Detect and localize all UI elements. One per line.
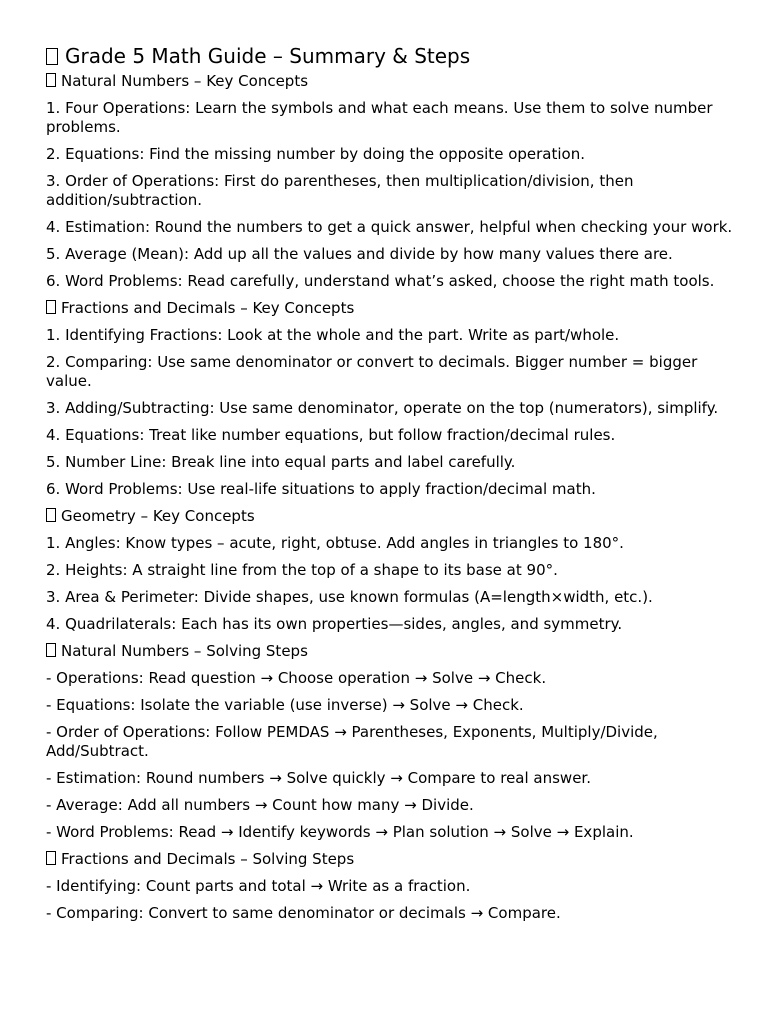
list-item: 2. Equations: Find the missing number by doing the opposite operation. xyxy=(46,145,585,163)
list-item: - Identifying: Count parts and total → Write as a fraction. xyxy=(46,877,471,895)
section-heading-text: Natural Numbers – Solving Steps xyxy=(61,642,308,660)
section-heading xyxy=(46,507,736,526)
section-heading-text: Geometry – Key Concepts xyxy=(61,507,255,525)
list-item: 4. Quadrilaterals: Each has its own properties—sides, angles, and symmetry. xyxy=(46,615,623,633)
list-item: 3. Adding/Subtracting: Use same denominator, operate on the top (numerators), simplify. xyxy=(46,399,719,417)
list-item: 5. Average (Mean): Add up all the values and divide by how many values there are. xyxy=(46,245,673,263)
list-item: - Equations: Isolate the variable (use inverse) → Solve → Check. xyxy=(46,696,524,714)
section-heading xyxy=(46,299,736,318)
section-heading xyxy=(46,72,736,91)
missing-glyph-icon xyxy=(46,48,58,65)
missing-glyph-icon xyxy=(46,643,56,657)
document-title-text: Grade 5 Math Guide – Summary & Steps xyxy=(65,44,471,68)
list-item: - Average: Add all numbers → Count how many → Divide. xyxy=(46,796,474,814)
section-heading xyxy=(46,850,736,869)
missing-glyph-icon xyxy=(46,851,56,865)
list-item: 1. Angles: Know types – acute, right, obtuse. Add angles in triangles to 180°. xyxy=(46,534,624,552)
missing-glyph-icon xyxy=(46,300,56,314)
list-item: 1. Four Operations: Learn the symbols and what each means. Use them to solve number problems. xyxy=(46,99,713,136)
list-item: - Operations: Read question → Choose operation → Solve → Check. xyxy=(46,669,547,687)
list-item: 2. Comparing: Use same denominator or convert to decimals. Bigger number = bigger value. xyxy=(46,353,698,390)
list-item: 5. Number Line: Break line into equal parts and label carefully. xyxy=(46,453,516,471)
list-item: 3. Area & Perimeter: Divide shapes, use known formulas (A=length×width, etc.). xyxy=(46,588,653,606)
section-heading-text: Natural Numbers – Key Concepts xyxy=(61,72,309,90)
section-heading-text: Fractions and Decimals – Solving Steps xyxy=(61,850,355,868)
list-item: 3. Order of Operations: First do parentheses, then multiplication/division, then addition/subtraction. xyxy=(46,172,634,209)
section-heading xyxy=(46,642,736,661)
missing-glyph-icon xyxy=(46,73,56,87)
list-item: 1. Identifying Fractions: Look at the whole and the part. Write as part/whole. xyxy=(46,326,620,344)
list-item: - Order of Operations: Follow PEMDAS → Parentheses, Exponents, Multiply/Divide, Add/Subtract. xyxy=(46,723,658,760)
list-item: 6. Word Problems: Read carefully, understand what’s asked, choose the right math tools. xyxy=(46,272,715,290)
document-page xyxy=(46,42,736,931)
section-heading-text: Fractions and Decimals – Key Concepts xyxy=(61,299,355,317)
list-item: - Estimation: Round numbers → Solve quickly → Compare to real answer. xyxy=(46,769,591,787)
document-title xyxy=(46,42,736,70)
missing-glyph-icon xyxy=(46,508,56,522)
list-item: 2. Heights: A straight line from the top of a shape to its base at 90°. xyxy=(46,561,558,579)
list-item: 4. Estimation: Round the numbers to get a quick answer, helpful when checking your work. xyxy=(46,218,733,236)
list-item: - Comparing: Convert to same denominator or decimals → Compare. xyxy=(46,904,561,922)
list-item: 6. Word Problems: Use real-life situations to apply fraction/decimal math. xyxy=(46,480,596,498)
list-item: - Word Problems: Read → Identify keywords → Plan solution → Solve → Explain. xyxy=(46,823,634,841)
list-item: 4. Equations: Treat like number equations, but follow fraction/decimal rules. xyxy=(46,426,616,444)
